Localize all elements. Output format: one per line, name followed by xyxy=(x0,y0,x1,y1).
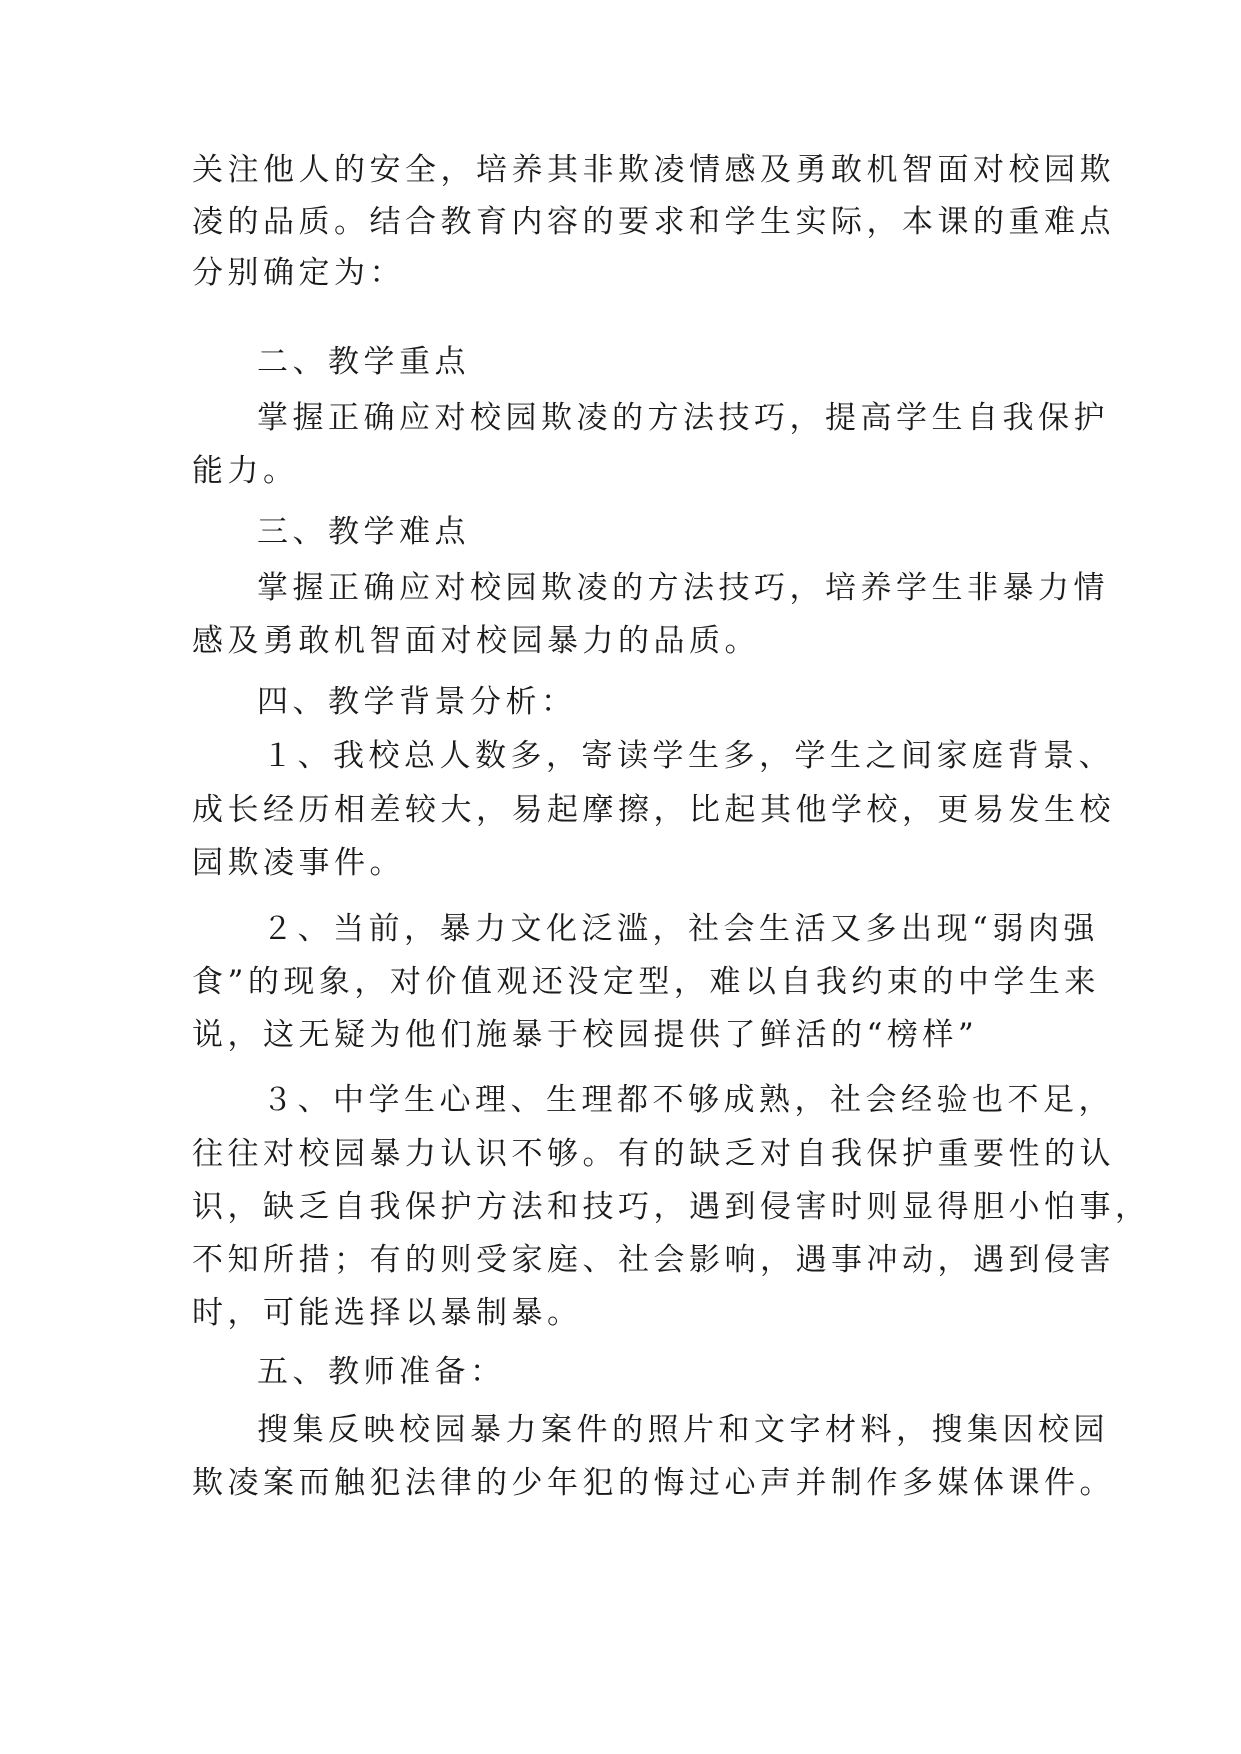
text-line: 往往对校园暴力认识不够。有的缺乏对自我保护重要性的认 xyxy=(192,1136,1115,1172)
text-line: 凌的品质。结合教育内容的要求和学生实际，本课的重难点 xyxy=(192,204,1115,240)
text-line: 能力。 xyxy=(192,453,299,489)
text-line: 食”的现象，对价值观还没定型，难以自我约束的中学生来 xyxy=(192,964,1100,1000)
text-line: 掌握正确应对校园欺凌的方法技巧，培养学生非暴力情 xyxy=(257,570,1109,606)
text-line: 掌握正确应对校园欺凌的方法技巧，提高学生自我保护 xyxy=(257,400,1109,436)
text-line: 成长经历相差较大，易起摩擦，比起其他学校，更易发生校 xyxy=(192,792,1115,828)
text-line: 不知所措；有的则受家庭、社会影响，遇事冲动，遇到侵害 xyxy=(192,1242,1115,1278)
list-item-text: ２、当前，暴力文化泛滥，社会生活又多出现“弱肉强 xyxy=(262,911,1099,947)
text-line: 园欺凌事件。 xyxy=(192,845,405,881)
section-heading: 三、教学难点 xyxy=(257,514,470,550)
text-line: 时，可能选择以暴制暴。 xyxy=(192,1295,583,1331)
text-line: 感及勇敢机智面对校园暴力的品质。 xyxy=(192,623,760,659)
list-item-text: ３、中学生心理、生理都不够成熟，社会经验也不足， xyxy=(262,1082,1114,1118)
section-heading: 四、教学背景分析： xyxy=(257,684,577,720)
text-line: 识，缺乏自我保护方法和技巧，遇到侵害时则显得胆小怕事， xyxy=(192,1189,1151,1225)
section-heading: 五、教师准备： xyxy=(257,1354,506,1390)
text-line: 欺凌案而触犯法律的少年犯的悔过心声并制作多媒体课件。 xyxy=(192,1465,1115,1501)
text-line: 搜集反映校园暴力案件的照片和文字材料，搜集因校园 xyxy=(257,1412,1109,1448)
list-item-text: １、我校总人数多，寄读学生多，学生之间家庭背景、 xyxy=(262,738,1114,774)
text-line: 分别确定为： xyxy=(192,255,405,291)
text-line: 说，这无疑为他们施暴于校园提供了鲜活的“榜样” xyxy=(192,1017,979,1053)
section-heading: 二、教学重点 xyxy=(257,344,470,380)
text-line: 关注他人的安全，培养其非欺凌情感及勇敢机智面对校园欺 xyxy=(192,152,1115,188)
